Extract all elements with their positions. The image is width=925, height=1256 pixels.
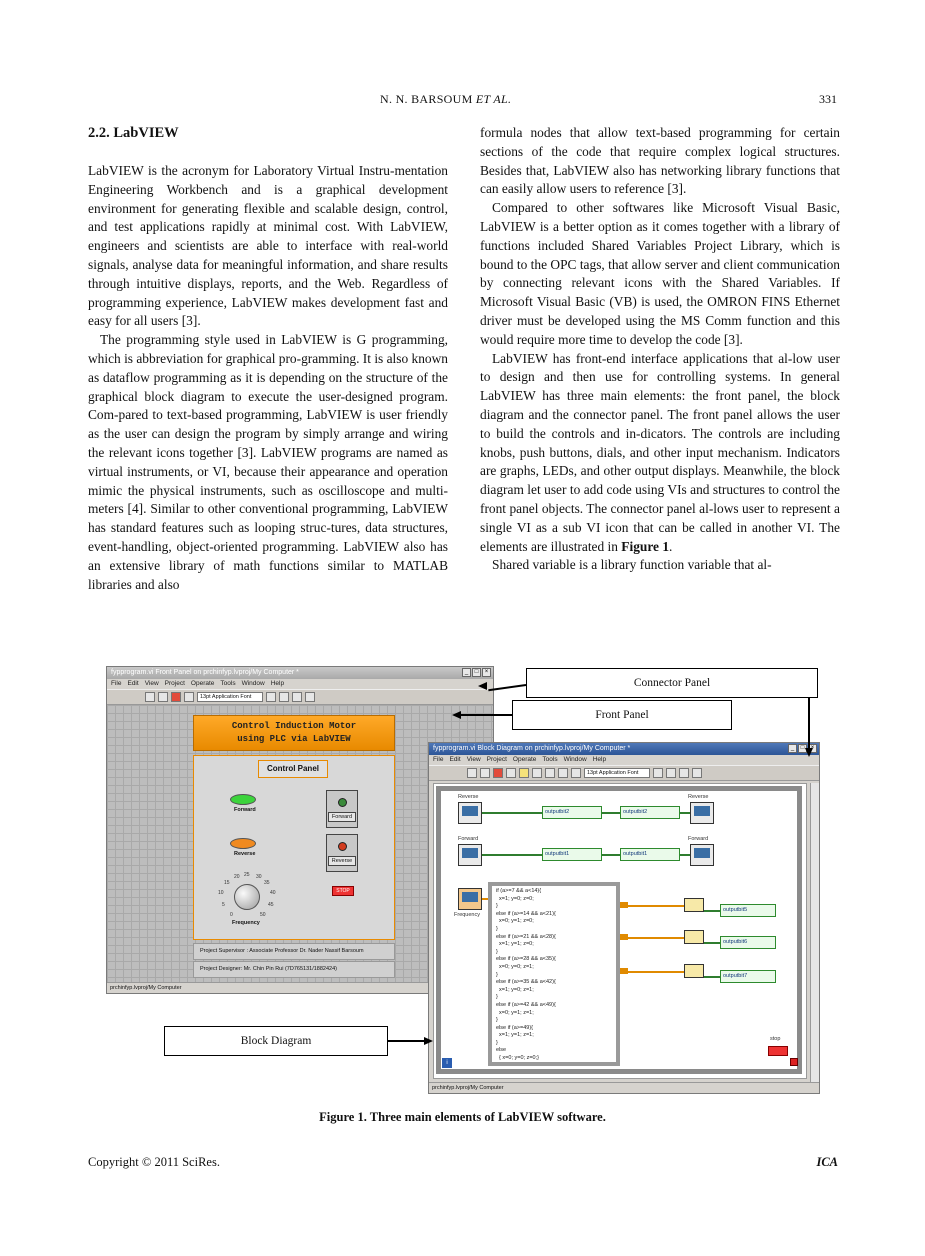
menu-edit[interactable]: Edit [449,756,461,763]
reorder-icon[interactable] [679,768,689,778]
menu-project[interactable]: Project [164,680,185,687]
forward-indicator-label: Forward [688,836,709,842]
menu-tools[interactable]: Tools [542,756,558,763]
front-panel-statusbar: prchinfyp.lvproj/My Computer [107,982,493,993]
stop-terminal-label: stop [770,1036,781,1042]
block-diagram-menubar [429,755,819,765]
block-diagram-canvas [433,783,807,1079]
paragraph: The programming style used in LabVIEW is G programming, which is abbreviation for graphical pro-gramming. It is also known as dataflow programming as it is depending on the structure of the graphical block diagram to execute the user-designed program. Com-pared to text-based programming, LabVIEW is user friendly as the user can design the program by simply arrange and wiring the relevant icons together [3]. LabVIEW programs are named as virtual instruments, or VI, because their appearance and operation mimic the physical instruments, such as oscilloscope and multi-meters [4]. Similar to other conventional programming, LabVIEW has standard features such as looping struc-tures, data structures, event-handling, object-oriented programming. LabVIEW also has an extensive library of math functions similar to MATLAB libraries and also [88,332,448,592]
paragraph: formula nodes that allow text-based programming for certain sections of the code that require complex logical structures. Besides that, LabVIEW also has networking library functions that can easily allow users to reference [3]. [480,125,840,197]
frequency-knob-label: Frequency [232,920,260,926]
resize-icon[interactable] [292,692,302,702]
front-panel-header: Control Induction Motor using PLC via LabVIEW [193,715,395,751]
vertical-scrollbar[interactable] [810,783,819,1083]
tunnel [620,934,628,940]
abort-icon[interactable] [493,768,503,778]
figure-1 [106,664,822,1094]
control-panel-label: Control Panel [258,760,328,778]
menu-edit[interactable]: Edit [127,680,139,687]
shared-variable-outputbit2-read[interactable]: outputbit2 [620,806,680,819]
left-column [88,124,448,594]
font-select[interactable]: 13pt Application Font [584,768,650,778]
retain-wire-values-icon[interactable] [532,768,542,778]
front-panel-toolbar [107,689,493,705]
wire [602,812,620,814]
connector-panel-callout: Connector Panel [526,668,818,698]
reverse-terminal-label: Reverse [458,794,479,800]
menu-file[interactable]: File [433,756,444,763]
reverse-button[interactable]: Reverse [326,834,358,872]
cleanup-icon[interactable] [692,768,702,778]
block-diagram-titlebar: fypprogram.vi Block Diagram on prchinfyp.lvproj/My Computer * _ □ × [429,743,819,755]
arrow-head-icon [424,1037,433,1045]
front-panel-titlebar: fypprogram.vi Front Panel on prchinfyp.lvproj/My Computer * _ □ × [107,667,493,679]
tunnel [620,968,628,974]
align-icon[interactable] [266,692,276,702]
running-head-authors: N. N. BARSOUM ET AL. [380,92,512,106]
menu-window[interactable]: Window [563,756,587,763]
frequency-knob[interactable] [234,884,260,910]
forward-led[interactable] [230,794,256,805]
frequency-terminal[interactable] [458,888,482,910]
wire [628,971,684,973]
maximize-icon[interactable]: □ [798,744,807,753]
block-diagram-window [428,742,820,1094]
menu-tools[interactable]: Tools [220,680,236,687]
front-panel-arrow-line [460,714,512,716]
run-arrow-icon[interactable] [145,692,155,702]
forward-indicator[interactable] [690,844,714,866]
close-icon[interactable]: × [482,668,491,677]
step-over-icon[interactable] [558,768,568,778]
shared-variable-outputbit1-read[interactable]: outputbit1 [620,848,680,861]
arrow-head-icon [478,682,487,690]
arrow-head-icon [805,748,813,757]
menu-help[interactable]: Help [592,756,607,763]
menu-window[interactable]: Window [241,680,265,687]
forward-terminal[interactable] [458,844,482,866]
step-out-icon[interactable] [571,768,581,778]
maximize-icon[interactable]: □ [472,668,481,677]
menu-file[interactable]: File [111,680,122,687]
reverse-indicator[interactable] [690,802,714,824]
paragraph: LabVIEW is the acronym for Laboratory Virtual Instru-mentation Engineering Workbench and is a graphical development environment for generating flexible and scalable design, control, and test applications rapidly at minimal cost. With LabVIEW, engineers and scientists are able to interface with real-world signals, analyse data for meaningful information, and share results through intuitive displays, reports, and the Web. Regardless of programming experience, LabVIEW makes development fast and easy for all users [3]. [88,163,448,329]
running-head [0,92,925,108]
loop-condition-icon[interactable] [790,1058,798,1066]
reverse-terminal[interactable] [458,802,482,824]
reverse-led-label: Reverse [234,851,256,857]
stop-terminal[interactable] [768,1046,788,1056]
menu-help[interactable]: Help [270,680,285,687]
run-arrow-icon[interactable] [467,768,477,778]
front-panel-menubar [107,679,493,689]
step-into-icon[interactable] [545,768,555,778]
designer-info: Project Designer: Mr. Chin Pin Rui (7D765131/1882424) [193,961,395,978]
right-column [480,124,840,575]
menu-view[interactable]: View [144,680,159,687]
align-icon[interactable] [653,768,663,778]
forward-terminal-label: Forward [458,836,479,842]
block-diagram-callout: Block Diagram [164,1026,388,1056]
wire [704,910,720,912]
paragraph: Shared variable is a library function variable that al- [492,557,772,573]
shared-variable-outputbit5[interactable]: outputbit5 [720,904,776,917]
reverse-indicator-label: Reverse [688,794,709,800]
block-diagram-toolbar [429,765,819,781]
pause-icon[interactable] [184,692,194,702]
paragraph: LabVIEW has front-end interface applications that al-low user to design and then use for controlling systems. In general LabVIEW has three main elements: the front panel, the block diagram and the connector panel. The front panel allows the user to build the controls and in-dicators. The controls are including knobs, push buttons, dials, and other input mechanism. Indicators are graphs, LEDs, and other output displays. Meanwhile, the block diagram let user to add code using VIs and structures to control the front panel objects. The connector panel al-lows user to represent a single VI as a sub VI icon that can be called in another VI. The elements are illustrated in Figure 1. [480,350,840,554]
wire [680,812,690,814]
to-boolean-node[interactable] [684,964,704,978]
wire [680,854,690,856]
front-panel-callout: Front Panel [512,700,732,730]
menu-project[interactable]: Project [486,756,507,763]
forward-button[interactable]: Forward [326,790,358,828]
shared-variable-outputbit7[interactable]: outputbit7 [720,970,776,983]
highlight-execution-icon[interactable] [519,768,529,778]
to-boolean-node[interactable] [684,898,704,912]
abort-icon[interactable] [171,692,181,702]
reverse-led[interactable] [230,838,256,849]
figure-caption: Figure 1. Three main elements of LabVIEW software. [319,1110,606,1124]
wire [704,942,720,944]
wire [482,812,542,814]
menu-operate[interactable]: Operate [190,680,215,687]
arrow-head-icon [452,711,461,719]
shared-variable-outputbit2[interactable]: outputbit2 [542,806,602,819]
wire [628,937,684,939]
distribute-icon[interactable] [279,692,289,702]
tunnel [620,902,628,908]
figure-reference[interactable]: Figure 1 [621,538,670,554]
minimize-icon[interactable]: _ [462,668,471,677]
iteration-terminal-icon: i [442,1058,452,1068]
wire [628,905,684,907]
wire [482,854,542,856]
journal-name: ICA [816,1155,838,1169]
wire [602,854,620,856]
block-diagram-arrow-line [388,1040,424,1042]
run-continuously-icon[interactable] [158,692,168,702]
wire [704,976,720,978]
stop-button[interactable]: STOP [332,886,354,896]
forward-led-label: Forward [234,807,256,813]
run-continuously-icon[interactable] [480,768,490,778]
paragraph: Compared to other softwares like Microsoft Visual Basic, LabVIEW is a better option as it comes together with a library of functions included Shared Variables Project Library, which is bound to the OPC tags, that allow server and client communication by connecting relevant icons with the Shared Variables. If Microsoft Visual Basic (VB) is used, the OMRON FINS Ethernet driver must be developed using the MS Comm function and this would require more time to develop the code [3]. [480,200,840,347]
page-number: 331 [819,92,837,106]
shared-variable-outputbit1[interactable]: outputbit1 [542,848,602,861]
menu-view[interactable]: View [466,756,481,763]
formula-node[interactable]: if (a>=7 && a<14){ x=1; y=0; z=0; } else if (a>=14 && a<21){ x=0; y=1; z=0; } else if (a>=21 && a<28){ x=1; y=1; z=0; } else if (a>=28 && a<35){ x=0; y=0; z=1; } else if (a>=35 && a<42){ x=1; y=0; z=1; } else if (a>=42 && a<49){ x=0; y=1; z=1; } else if (a>=49){ x=1; y=1; z=1; } else { x=0; y=0; z=0;} [488,882,620,1066]
distribute-icon[interactable] [666,768,676,778]
section-heading: 2.2. LabVIEW [88,125,179,141]
frequency-terminal-label: Frequency [454,912,480,918]
connector-down-arrow-line [808,698,810,750]
menu-operate[interactable]: Operate [512,756,537,763]
pause-icon[interactable] [506,768,516,778]
copyright: Copyright © 2011 SciRes. [88,1155,220,1169]
reorder-icon[interactable] [305,692,315,702]
to-boolean-node[interactable] [684,930,704,944]
close-icon[interactable]: × [808,744,817,753]
font-select[interactable]: 13pt Application Font [197,692,263,702]
shared-variable-outputbit6[interactable]: outputbit6 [720,936,776,949]
supervisor-info: Project Supervisor : Associate Professor Dr. Nader Nassif Barsoum [193,943,395,960]
block-diagram-statusbar: prchinfyp.lvproj/My Computer [429,1082,819,1093]
minimize-icon[interactable]: _ [788,744,797,753]
control-panel-area: Control Panel Forward Reverse Forward Reverse STOP 20 25 30 15 35 10 40 5 45 0 50 Frequency [193,755,395,940]
